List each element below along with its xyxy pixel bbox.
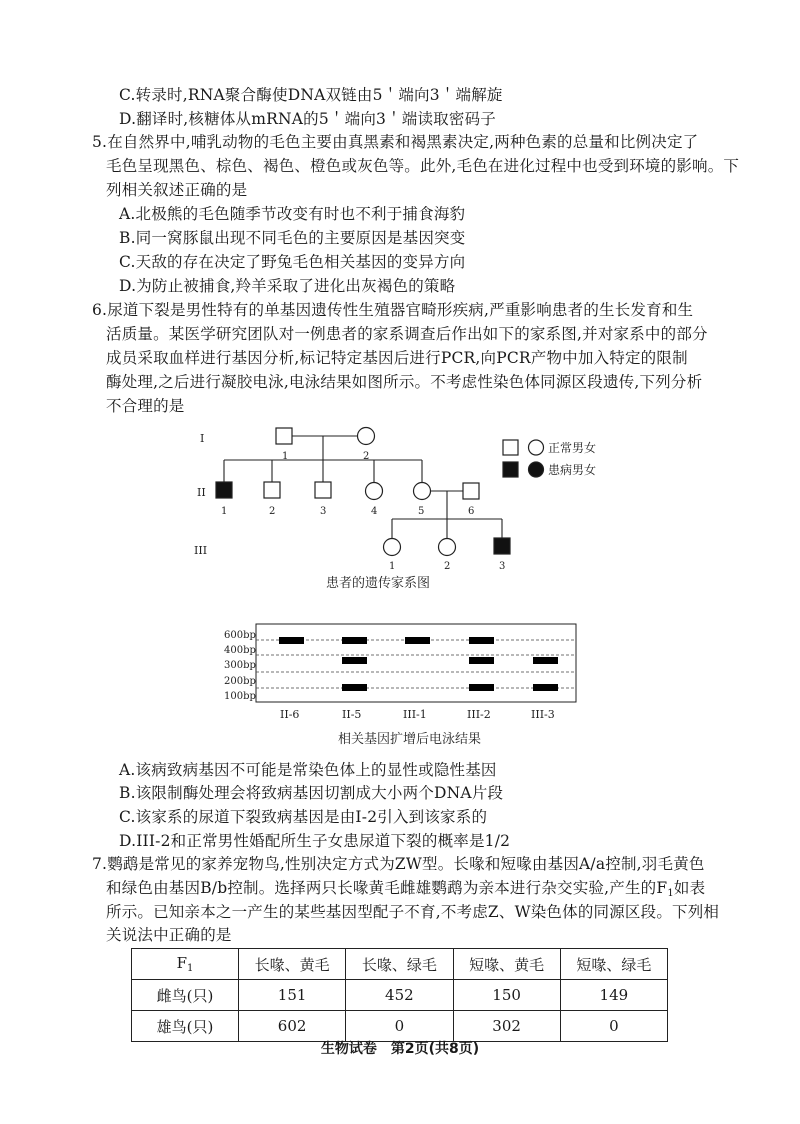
q5-stem-line2: 毛色呈现黑色、棕色、褐色、橙色或灰色等。此外,毛色在进化过程中也受到环境的影响。下 [106,157,740,175]
legend-normal-label: 正常男女 [548,441,597,455]
lane-label-III2: III-2 [467,708,491,721]
table-cell: 0 [560,1011,667,1042]
table-cell: 151 [239,980,346,1011]
III-3-affected-male [494,538,510,554]
band-III2-300 [469,657,494,664]
pedigree-diagram [190,420,660,595]
table-row [132,1011,668,1042]
q7-stem-line1: 7.鹦鹉是常见的家养宠物鸟,性别决定方式为ZW型。长喙和短喙由基因A/a控制,羽毛黄色 [92,855,705,873]
q7-stem-line2: 和绿色由基因B/b控制。选择两只长喙黄毛雌雄鹦鹉为亲本进行杂交实验,产生的$F_1$如表 [106,879,706,899]
q6-option-a: A.该病致病基因不可能是常染色体上的显性或隐性基因 [119,761,497,779]
table-header-cell: 短喙、黄毛 [453,949,560,980]
band-III3-300 [533,657,558,664]
gel-size-200bp: 200bp [224,676,256,687]
II-4-normal-female [366,483,383,500]
gel-size-100bp: 100bp [224,691,256,702]
q5-option-b: B.同一窝豚鼠出现不同毛色的主要原因是基因突变 [119,229,466,247]
gen-label-III: III [194,544,208,557]
svg-text:6: 6 [468,506,475,517]
I-1-normal-male [276,428,292,444]
legend-normal-female-icon [529,440,544,455]
svg-text:1: 1 [221,506,228,517]
table-header-cell: 长喙、黄毛 [239,949,346,980]
table-cell: 302 [453,1011,560,1042]
band-III2-600 [469,637,494,644]
svg-text:4: 4 [371,506,378,517]
gen-label-II: II [197,486,206,499]
legend-affected-female-icon [529,462,544,477]
q6-stem-line2: 活质量。某医学研究团队对一例患者的家系调查后作出如下的家系图,并对家系中的部分 [106,325,708,343]
band-III1-600 [405,637,430,644]
row-label: 雄鸟(只) [132,1011,239,1042]
q6-stem-line4: 酶处理,之后进行凝胶电泳,电泳结果如图所示。不考虑性染色体同源区段遗传,下列分析 [106,373,703,391]
table-header-row [132,949,668,980]
band-II5-300 [342,657,367,664]
gel-electrophoresis-figure [218,620,588,750]
III-1-normal-female [384,539,401,556]
gel-size-300bp: 300bp [224,660,256,671]
q4-option-c: C.转录时,RNA聚合酶使DNA双链由5＇端向3＇端解旋 [119,86,503,104]
II-3-normal-male [315,482,331,498]
q5-stem-line1: 5.在自然界中,哺乳动物的毛色主要由真黑素和褐黑素决定,两种色素的总量和比例决定了 [92,133,699,151]
table-header-cell: 短喙、绿毛 [560,949,667,980]
q6-stem-line1: 6.尿道下裂是男性特有的单基因遗传性生殖器官畸形疾病,严重影响患者的生长发育和生 [92,301,694,319]
lane-label-III1: III-1 [403,708,427,721]
gel-size-600bp: 600bp [224,630,256,641]
band-III2-100 [469,684,494,691]
q4-option-d: D.翻译时,核糖体从mRNA的5＇端向3＇端读取密码子 [119,110,496,128]
table-header-f1: $F_1$ [132,949,239,980]
q6-option-c: C.该家系的尿道下裂致病基因是由I-2引入到该家系的 [119,808,488,826]
band-II5-100 [342,684,367,691]
table-header-cell: 长喙、绿毛 [346,949,453,980]
table-cell: 452 [346,980,453,1011]
svg-text:1: 1 [389,561,396,572]
svg-text:2: 2 [269,506,276,517]
II-6-normal-male [463,483,479,499]
q7-stem-line3: 所示。已知亲本之一产生的某些基因型配子不育,不考虑Z、W染色体的同源区段。下列相 [106,903,720,921]
q6-stem-line5: 不合理的是 [106,397,185,415]
lane-label-II5: II-5 [342,708,362,721]
q6-stem-line3: 成员采取血样进行基因分析,标记特定基因后进行PCR,向PCR产物中加入特定的限制 [106,349,688,367]
lane-label-III3: III-3 [531,708,555,721]
II-5-normal-female [414,483,431,500]
table-row [132,980,668,1011]
gel-size-400bp: 400bp [224,645,256,656]
band-II6-600 [279,637,304,644]
III-2-normal-female [439,539,456,556]
gen-label-I: I [200,432,205,445]
lane-label-II6: II-6 [280,708,300,721]
q6-option-b: B.该限制酶处理会将致病基因切割成大小两个DNA片段 [119,784,504,802]
II-1-affected-male [216,482,232,498]
table-cell: 150 [453,980,560,1011]
row-label: 雌鸟(只) [132,980,239,1011]
svg-text:1: 1 [282,451,289,462]
page-footer: 生物试卷 第2页(共8页) [320,1041,480,1057]
svg-text:2: 2 [444,561,451,572]
q5-option-c: C.天敌的存在决定了野兔毛色相关基因的变异方向 [119,253,466,271]
svg-text:3: 3 [499,561,506,572]
band-III3-100 [533,684,558,691]
legend-normal-male-icon [503,440,518,455]
I-2-normal-female [358,428,375,445]
gel-caption: 相关基因扩增后电泳结果 [338,732,482,747]
q5-stem-line3: 列相关叙述正确的是 [106,181,248,199]
q6-option-d: D.III-2和正常男性婚配所生子女患尿道下裂的概率是1/2 [119,832,511,850]
q5-option-d: D.为防止被捕食,羚羊采取了进化出灰褐色的策略 [119,277,456,295]
pedigree-caption: 患者的遗传家系图 [326,576,431,591]
table-cell: 602 [239,1011,346,1042]
svg-text:2: 2 [363,451,370,462]
legend-affected-male-icon [503,462,518,477]
band-II5-600 [342,637,367,644]
q7-stem-line4: 关说法中正确的是 [106,926,232,944]
table-cell: 0 [346,1011,453,1042]
legend-affected-label: 患病男女 [548,463,597,477]
II-2-normal-male [264,482,280,498]
q5-option-a: A.北极熊的毛色随季节改变有时也不利于捕食海豹 [119,205,466,223]
svg-text:5: 5 [418,506,425,517]
table-cell: 149 [560,980,667,1011]
f1-results-table [131,948,668,1042]
svg-text:3: 3 [320,506,327,517]
